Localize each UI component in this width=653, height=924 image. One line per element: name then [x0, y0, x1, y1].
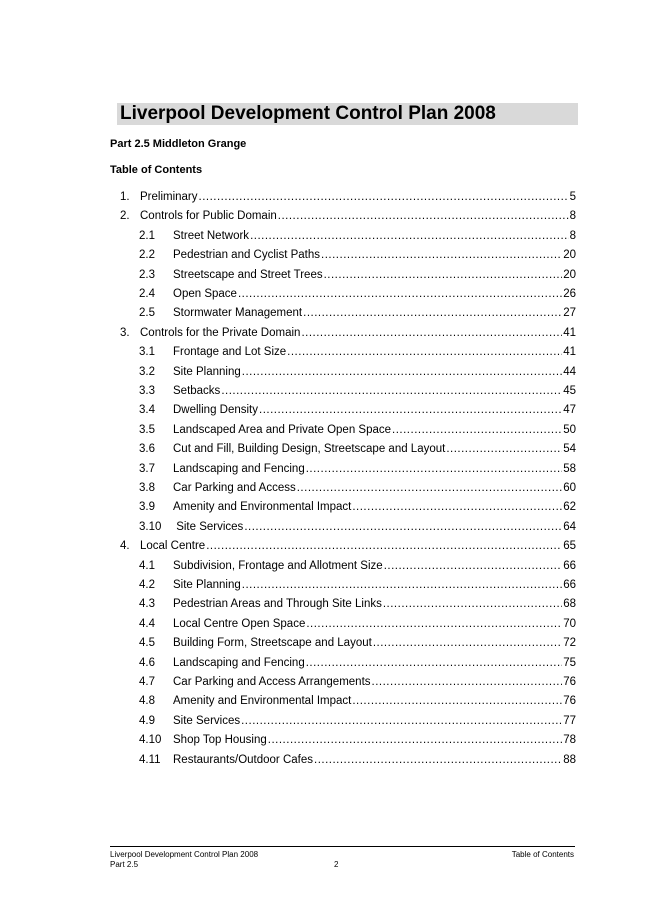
- toc-entry[interactable]: [139, 229, 576, 244]
- toc-entry-label: Stormwater Management: [173, 307, 303, 320]
- toc-dot-leader: [306, 656, 562, 671]
- toc-dot-leader: [199, 190, 569, 205]
- toc-entry[interactable]: [139, 365, 576, 380]
- toc-dot-leader: [221, 384, 562, 399]
- toc-entry[interactable]: [139, 559, 576, 574]
- toc-entry[interactable]: [139, 481, 576, 496]
- toc-entry[interactable]: [139, 500, 576, 515]
- toc-entry-number: 3.5: [139, 423, 155, 436]
- toc-entry-page: 76: [563, 695, 576, 708]
- toc-entry-page: 41: [563, 326, 576, 339]
- toc-entry-label: Cut and Fill, Building Design, Streetscape and Layout: [173, 443, 446, 456]
- toc-entry-number: 3.4: [139, 404, 155, 417]
- footer-section: Table of Contents: [511, 850, 574, 859]
- toc-dot-leader: [446, 442, 562, 457]
- toc-entry[interactable]: [139, 617, 576, 632]
- toc-entry-page: 70: [563, 617, 576, 630]
- toc-entry-number: 2.: [120, 210, 130, 223]
- toc-dot-leader: [242, 578, 562, 593]
- toc-dot-leader: [241, 714, 562, 729]
- toc-dot-leader: [287, 345, 562, 360]
- toc-entry-number: 3.6: [139, 443, 155, 456]
- toc-entry-page: 45: [563, 385, 576, 397]
- toc-dot-leader: [373, 636, 562, 651]
- toc-entry[interactable]: [139, 675, 576, 690]
- toc-entry[interactable]: [139, 442, 576, 457]
- toc-entry-label: Streetscape and Street Trees: [173, 268, 323, 281]
- toc-entry-page: 66: [563, 579, 576, 591]
- toc-dot-leader: [352, 694, 562, 709]
- toc-entry-number: 3.2: [139, 365, 155, 378]
- toc-heading: Table of Contents: [110, 164, 203, 176]
- toc-entry[interactable]: [139, 248, 576, 263]
- toc-entry-page: 20: [563, 249, 576, 262]
- toc-entry-page: 75: [563, 656, 576, 669]
- toc-entry-label: Landscaped Area and Private Open Space: [173, 423, 392, 436]
- toc-entry-label: Subdivision, Frontage and Allotment Size: [173, 559, 383, 572]
- toc-dot-leader: [268, 733, 562, 748]
- toc-entry-label: Site Services: [173, 520, 244, 533]
- toc-dot-leader: [206, 539, 562, 554]
- toc-entry-number: 3.: [120, 326, 130, 339]
- toc-entry-label: Preliminary: [140, 191, 198, 203]
- toc-entry-number: 1.: [120, 191, 130, 203]
- toc-entry[interactable]: [120, 190, 576, 205]
- toc-entry-label: Building Form, Streetscape and Layout: [173, 637, 372, 650]
- toc-entry-page: 60: [563, 482, 576, 494]
- toc-entry[interactable]: [139, 268, 576, 283]
- toc-entry-page: 54: [563, 443, 576, 456]
- toc-entry-number: 4.3: [139, 598, 155, 611]
- toc-dot-leader: [303, 306, 562, 321]
- toc-entry-label: Restaurants/Outdoor Cafes: [173, 753, 313, 766]
- toc-entry-page: 77: [563, 714, 576, 727]
- toc-entry-label: Landscaping and Fencing: [173, 462, 305, 475]
- toc-entry-number: 3.7: [139, 462, 155, 475]
- toc-dot-leader: [278, 209, 569, 224]
- toc-dot-leader: [250, 229, 569, 244]
- toc-dot-leader: [392, 423, 562, 438]
- toc-entry-label: Local Centre Open Space: [173, 617, 306, 630]
- toc-dot-leader: [244, 520, 562, 535]
- toc-entry[interactable]: [120, 539, 576, 554]
- footer-part: Part 2.5: [110, 860, 139, 869]
- toc-entry[interactable]: [139, 733, 576, 748]
- toc-entry-number: 3.1: [139, 346, 155, 359]
- toc-entry[interactable]: [139, 287, 576, 302]
- toc-dot-leader: [301, 326, 562, 341]
- toc-entry-label: Street Network: [173, 229, 250, 242]
- toc-entry-number: 2.2: [139, 249, 155, 262]
- toc-entry-number: 4.11: [139, 753, 161, 766]
- toc-entry-label: Controls for the Private Domain: [140, 326, 301, 339]
- toc-entry-number: 4.8: [139, 695, 155, 708]
- toc-entry-number: 3.9: [139, 501, 155, 514]
- toc-dot-leader: [306, 617, 562, 632]
- toc-entry-page: 62: [563, 501, 576, 514]
- toc-entry-page: 78: [563, 734, 576, 747]
- toc-entry[interactable]: [139, 306, 576, 321]
- toc-entry-label: Landscaping and Fencing: [173, 656, 305, 669]
- toc-entry-number: 2.1: [139, 229, 155, 242]
- toc-dot-leader: [372, 675, 563, 690]
- toc-entry[interactable]: [139, 753, 576, 768]
- toc-entry-label: Site Planning: [173, 365, 241, 378]
- toc-entry[interactable]: [120, 326, 576, 341]
- toc-entry-number: 2.3: [139, 268, 155, 281]
- toc-entry-page: 26: [563, 288, 576, 300]
- toc-entry-label: Car Parking and Access Arrangements: [173, 676, 371, 688]
- toc-entry-page: 65: [563, 540, 576, 553]
- toc-entry[interactable]: [139, 462, 576, 477]
- toc-entry-page: 44: [563, 365, 576, 378]
- toc-entry[interactable]: [139, 694, 576, 709]
- toc-entry-label: Site Services: [173, 714, 241, 727]
- toc-entry-page: 8: [569, 229, 576, 242]
- toc-entry-number: 4.9: [139, 714, 155, 727]
- toc-entry-label: Shop Top Housing: [173, 734, 267, 747]
- toc-entry[interactable]: [139, 578, 576, 593]
- toc-entry-number: 2.5: [139, 307, 155, 320]
- toc-dot-leader: [352, 500, 562, 515]
- toc-entry-number: 4.1: [139, 559, 155, 572]
- toc-entry-number: 4.7: [139, 676, 155, 688]
- toc-entry-label: Dwelling Density: [173, 404, 259, 417]
- toc-dot-leader: [306, 462, 562, 477]
- toc-entry-label: Site Planning: [173, 579, 241, 591]
- toc-dot-leader: [383, 597, 562, 612]
- toc-entry-page: 76: [563, 676, 576, 688]
- toc-entry[interactable]: [139, 403, 576, 418]
- toc-entry-number: 4.10: [139, 734, 162, 747]
- footer-divider: [110, 846, 575, 847]
- footer-page-number: 2: [334, 860, 339, 869]
- toc-entry-number: 4.: [120, 540, 130, 553]
- toc-entry-page: 20: [563, 268, 576, 281]
- toc-entry-page: 27: [563, 307, 576, 320]
- toc-entry-page: 66: [563, 559, 576, 572]
- footer-document-title: Liverpool Development Control Plan 2008: [110, 850, 259, 859]
- toc-entry-label: Local Centre: [140, 540, 206, 553]
- toc-dot-leader: [242, 365, 562, 380]
- toc-entry-label: Setbacks: [173, 385, 221, 397]
- toc-entry-label: Amenity and Environmental Impact: [173, 695, 352, 708]
- toc-entry[interactable]: [139, 597, 576, 612]
- toc-entry-number: 3.8: [139, 482, 155, 494]
- toc-entry[interactable]: [120, 209, 576, 224]
- toc-entry-number: 3.10: [139, 520, 162, 533]
- toc-entry-page: 72: [563, 637, 576, 650]
- toc-dot-leader: [238, 287, 562, 302]
- toc-entry-label: Controls for Public Domain: [140, 210, 277, 223]
- toc-entry-number: 4.6: [139, 656, 155, 669]
- toc-entry-page: 8: [569, 210, 576, 223]
- toc-entry-label: Frontage and Lot Size: [173, 346, 287, 359]
- toc-entry-label: Amenity and Environmental Impact: [173, 501, 352, 514]
- toc-entry[interactable]: [139, 636, 576, 651]
- toc-entry-number: 4.4: [139, 617, 155, 630]
- toc-entry[interactable]: [139, 520, 576, 535]
- toc-entry-page: 47: [563, 404, 576, 417]
- document-title: Liverpool Development Control Plan 2008: [117, 103, 578, 125]
- toc-entry-page: 88: [563, 753, 576, 766]
- toc-entry-page: 64: [563, 520, 576, 533]
- toc-entry-number: 4.5: [139, 637, 155, 650]
- part-title: Part 2.5 Middleton Grange: [110, 138, 247, 150]
- toc-entry-page: 5: [569, 191, 576, 203]
- toc-dot-leader: [314, 753, 562, 768]
- toc-entry-label: Pedestrian Areas and Through Site Links: [173, 598, 382, 611]
- toc-entry-number: 2.4: [139, 288, 155, 300]
- toc-entry-label: Pedestrian and Cyclist Paths: [173, 249, 321, 262]
- toc-entry-page: 58: [563, 462, 576, 475]
- toc-entry-page: 41: [563, 346, 576, 359]
- toc-entry[interactable]: [139, 714, 576, 729]
- toc-dot-leader: [321, 248, 562, 263]
- toc-entry-label: Car Parking and Access: [173, 482, 296, 494]
- toc-entry-page: 50: [563, 423, 576, 436]
- toc-entry[interactable]: [139, 345, 576, 360]
- toc-entry-label: Open Space: [173, 288, 237, 300]
- toc-dot-leader: [384, 559, 563, 574]
- toc-dot-leader: [297, 481, 562, 496]
- toc-entry[interactable]: [139, 384, 576, 399]
- toc-dot-leader: [259, 403, 562, 418]
- toc-entry[interactable]: [139, 423, 576, 438]
- toc-entry-page: 68: [563, 598, 576, 611]
- toc-entry-number: 4.2: [139, 579, 155, 591]
- toc-dot-leader: [324, 268, 563, 283]
- toc-entry[interactable]: [139, 656, 576, 671]
- toc-entry-number: 3.3: [139, 385, 155, 397]
